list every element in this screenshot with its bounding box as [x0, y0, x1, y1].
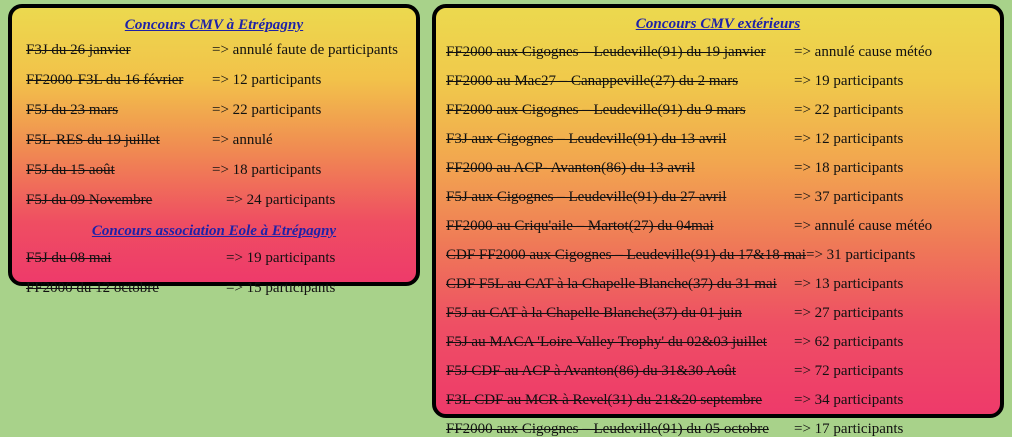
event-row	[12, 133, 416, 148]
event-result: => 31 participants	[805, 247, 916, 263]
panel-right-title: Concours CMV extérieurs	[635, 16, 801, 32]
event-row	[436, 248, 1000, 263]
panel-left-subtitle: Concours association Eole à Etrépagny	[91, 223, 337, 239]
event-row	[436, 219, 1000, 234]
event-result: => 27 participants	[794, 305, 904, 321]
event-result: => 72 participants	[794, 363, 904, 379]
event-row	[12, 251, 416, 266]
event-row	[436, 45, 1000, 60]
event-result: => 62 participants	[794, 334, 904, 350]
event-result: => 19 participants	[794, 73, 904, 89]
event-row	[436, 335, 1000, 350]
event-label: FF2000-F3L du 16 février	[26, 72, 184, 88]
event-result: => annulé faute de participants	[212, 42, 399, 58]
event-row	[436, 161, 1000, 176]
event-label: F5J au MACA 'Loire Valley Trophy' du 02&03 juillet	[446, 334, 767, 350]
event-row	[12, 103, 416, 118]
event-label: F5J du 15 août	[26, 162, 115, 178]
event-label: FF2000 aux Cigognes – Leudeville(91) du 05 octobre	[446, 421, 769, 437]
event-label: FF2000 au ACP- Avanton(86) du 13 avril	[446, 160, 695, 176]
event-row	[436, 306, 1000, 321]
event-row	[436, 364, 1000, 379]
event-row	[436, 132, 1000, 147]
event-label: CDF F5L au CAT à la Chapelle Blanche(37) du 31 mai	[446, 276, 777, 292]
event-result: => annulé cause météo	[794, 218, 933, 234]
event-result: => 12 participants	[794, 131, 904, 147]
event-result: => 18 participants	[794, 160, 904, 176]
event-result: => 34 participants	[794, 392, 904, 408]
event-result: => 19 participants	[226, 250, 336, 266]
event-label: FF2000 du 12 octobre	[26, 280, 159, 296]
event-result: => annulé	[212, 132, 273, 148]
event-label: F5J CDF au ACP à Avanton(86) du 31&30 Août	[446, 363, 737, 379]
event-label: F5L-RES du 19 juillet	[26, 132, 160, 148]
event-label: FF2000 aux Cigognes – Leudeville(91) du 19 janvier	[446, 44, 766, 60]
event-result: => annulé cause météo	[794, 44, 933, 60]
event-label: FF2000 aux Cigognes – Leudeville(91) du 9 mars	[446, 102, 746, 118]
event-result: => 17 participants	[794, 421, 904, 437]
event-result: => 22 participants	[794, 102, 904, 118]
event-row	[436, 393, 1000, 408]
event-row	[436, 103, 1000, 118]
event-row	[436, 277, 1000, 292]
event-label: F3J du 26 janvier	[26, 42, 131, 58]
event-row	[12, 73, 416, 88]
event-label: F3J aux Cigognes – Leudeville(91) du 13 avril	[446, 131, 727, 147]
event-row	[12, 281, 416, 296]
event-row	[12, 193, 416, 208]
panel-left-sub-rows	[12, 251, 416, 296]
event-row	[12, 43, 416, 58]
event-result: => 22 participants	[212, 102, 322, 118]
event-label: F5J du 08 mai	[26, 250, 112, 266]
event-label: F5J du 09 Novembre	[26, 192, 153, 208]
event-result: => 24 participants	[226, 192, 336, 208]
event-result: => 13 participants	[794, 276, 904, 292]
event-result: => 37 participants	[794, 189, 904, 205]
event-label: FF2000 au Criqu'aile – Martot(27) du 04mai	[446, 218, 714, 234]
event-result: => 12 participants	[212, 72, 322, 88]
event-row	[436, 74, 1000, 89]
event-row	[436, 190, 1000, 205]
event-row	[12, 163, 416, 178]
event-row	[436, 422, 1000, 437]
event-label: CDF FF2000 aux Cigognes – Leudeville(91) du 17&18 mai	[446, 247, 806, 263]
panel-left-title: Concours CMV à Etrépagny	[124, 17, 304, 33]
event-label: FF2000 au Mac27 – Canappeville(27) du 2 mars	[446, 73, 739, 89]
event-result: => 15 participants	[226, 280, 336, 296]
event-label: F5J au CAT à la Chapelle Blanche(37) du 01 juin	[446, 305, 742, 321]
panel-right-rows	[436, 45, 1000, 437]
panel-cmv-exterieurs	[432, 4, 1004, 437]
event-label: F3L CDF au MCR à Revel(31) du 21&20 septembre	[446, 392, 763, 408]
panel-cmv-etrepagny	[8, 4, 420, 296]
event-label: F5J du 23 mars	[26, 102, 119, 118]
panel-left-rows	[12, 43, 416, 208]
event-label: F5J aux Cigognes – Leudeville(91) du 27 avril	[446, 189, 727, 205]
event-result: => 18 participants	[212, 162, 322, 178]
